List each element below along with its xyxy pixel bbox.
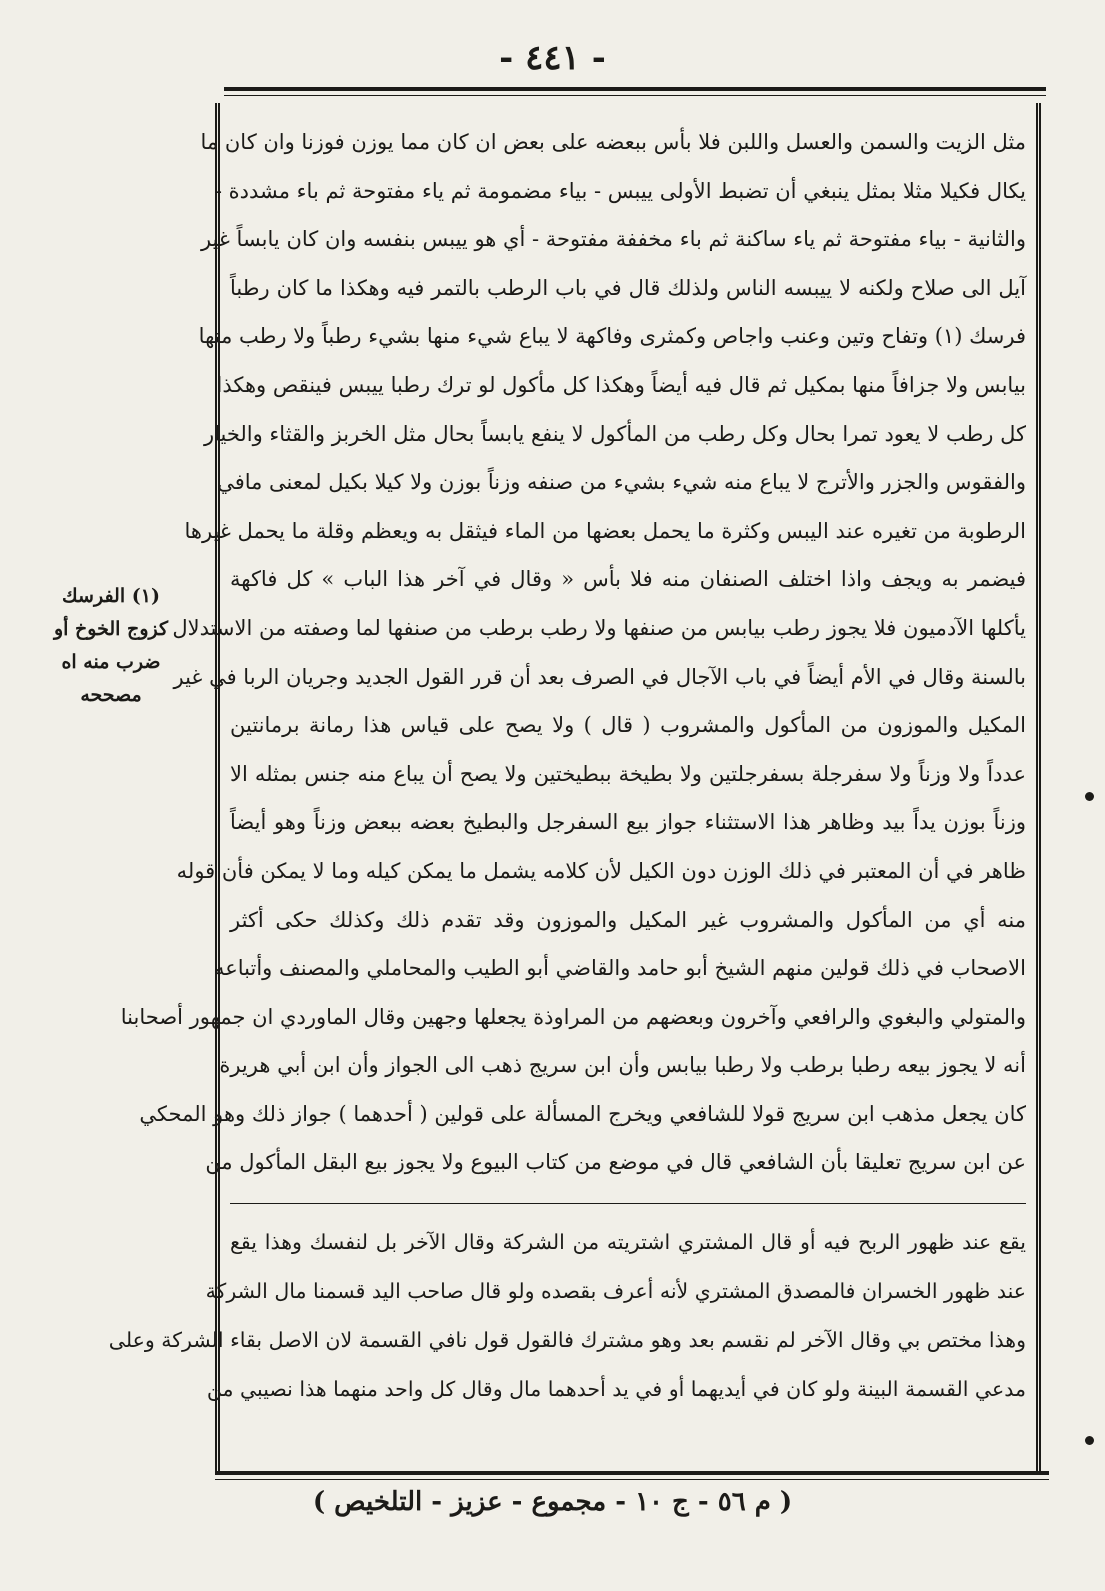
body-line: عدداً ولا وزناً ولا سفرجلة بسفرجلتين ولا بطيخة ببطيختين ولا يصح أن يباع منه جنس بمثله الا [230,761,1026,786]
margin-note-line: (١) الفرسك [62,585,160,607]
top-rule [224,87,1046,91]
body-line: منه أي من المأكول والمشروب غير المكيل والموزون وقد تقدم ذلك وكذلك حكى أكثر [230,907,1026,932]
margin-note [18,580,204,712]
body-line: ظاهر في أن المعتبر في ذلك الوزن دون الكيل لأن كلامه يشمل ما يمكن كيله وما لا يمكن فأن قوله [176,858,1026,883]
body-line: أنه لا يجوز بيعه رطبا برطب ولا رطبا بيابس وأن ابن سريج ذهب الى الجواز وأن ابن أبي هريرة [219,1053,1026,1078]
body-line: يكال فكيلا مثلا بمثل ينبغي أن تضبط الأولى ييبس - بياء مضمومة ثم ياء مفتوحة ثم باء مشددة - [214,178,1026,203]
body-line: بيابس ولا جزافاً منها بمكيل ثم قال فيه أيضاً وهكذا كل مأكول لو ترك رطبا ييبس فينقص وهكذا [216,372,1026,397]
footnote-line: عند ظهور الخسران فالمصدق المشتري لأنه أعرف بقصده ولو قال صاحب اليد قسمنا مال الشركة [205,1279,1026,1304]
footnote-line: يقع عند ظهور الربح فيه أو قال المشتري اشتريته من الشركة وقال الآخر بل لنفسك وهذا يقع [230,1230,1026,1255]
body-line: وزناً بوزن يداً بيد وظاهر هذا الاستثناء جواز بيع السفرجل والبطيخ بعضه ببعض وزناً وهو أيضاً [230,810,1026,835]
bottom-rule [215,1471,1049,1475]
margin-note-line: كزوج الخوخ أو [53,618,169,640]
body-line: يأكلها الآدميون فلا يجوز رطب بيابس من صنفها ولا رطب برطب من صنفها لما وصفته من الاستدلال [172,615,1026,640]
body-line: كل رطب لا يعود تمرا بحال وكل رطب من المأكول لا ينفع يابساً بحال مثل الخربز والقثاء والخيار [203,421,1026,446]
body-line: فيضمر به ويجف واذا اختلف الصنفان منه فلا بأس « وقال في آخر هذا الباب » كل فاكهة [230,567,1026,592]
body-line: المكيل والموزون من المأكول والمشروب ( قال ) ولا يصح على قياس هذا رمانة برمانتين [230,713,1026,738]
body-line: عن ابن سريج تعليقا بأن الشافعي قال في موضع من كتاب البيوع ولا يجوز بيع البقل المأكول من [205,1150,1026,1175]
body-line: والفقوس والجزر والأترج لا يباع منه شيء بشيء من صنفه وزناً بوزن ولا كيلا بكيل لمعنى مافي [217,470,1026,495]
footnote-divider [230,1203,1026,1204]
body-line: والثانية - بياء مفتوحة ثم ياء ساكنة ثم باء مخففة مفتوحة - أي هو ييبس بنفسه وان كان يابساً غير [200,227,1026,252]
body-line: الاصحاب في ذلك قولين منهم الشيخ أبو حامد والقاضي أبو الطيب والمحاملي والمصنف وأتباعه [213,956,1026,981]
page-signature: ( م ٥٦ - ج ١٠ - مجموع - عزيز - التلخيص ) [312,1487,793,1517]
body-line: آيل الى صلاح ولكنه لا ييبسه الناس ولذلك قال في باب الرطب بالتمر فيه وهكذا ما كان رطباً [230,275,1026,300]
footnote-line: وهذا مختص بي وقال الآخر لم نقسم بعد وهو مشترك فالقول قول نافي القسمة لان الاصل بقاء الشركة وعلى [108,1328,1026,1353]
body-line: بالسنة وقال في الأم أيضاً في باب الآجال في الصرف بعد أن قرر القول الجديد وجريان الربا في غير [173,664,1026,689]
page-number: - ٤٤١ - [499,38,606,78]
footnote-line: مدعي القسمة البينة ولو كان في أيديهما أو في يد أحدهما مال وقال كل واحد منهما هذا نصيبي من [206,1377,1026,1402]
margin-note-line: مصححه [80,684,142,706]
bottom-rule-thin [215,1479,1049,1480]
body-line: كان يجعل مذهب ابن سريج قولا للشافعي ويخرج المسألة على قولين ( أحدهما ) جواز ذلك وهو المحكي [139,1101,1026,1126]
punch-mark [1085,1436,1094,1445]
body-line: مثل الزيت والسمن والعسل واللبن فلا بأس ببعضه على بعض ان كان مما يوزن فوزنا وان كان ما [200,130,1026,154]
top-rule-thin [224,95,1046,96]
body-line: الرطوبة من تغيره عند اليبس وكثرة ما يحمل بعضها من الماء فيثقل به ويعظم وقلة ما يحمل غيرها [184,518,1026,543]
body-line: فرسك (١) وتفاح وتين وعنب واجاص وكمثرى وفاكهة لا يباع شيء منها بشيء رطباً ولا رطب منها [198,324,1026,349]
body-line: والمتولي والبغوي والرافعي وآخرون وبعضهم من المراوذة يجعلها وجهين وقال الماوردي ان جمهور أصحابنا [120,1004,1026,1029]
margin-note-line: ضرب منه اه [61,651,161,673]
punch-mark [1085,792,1094,801]
